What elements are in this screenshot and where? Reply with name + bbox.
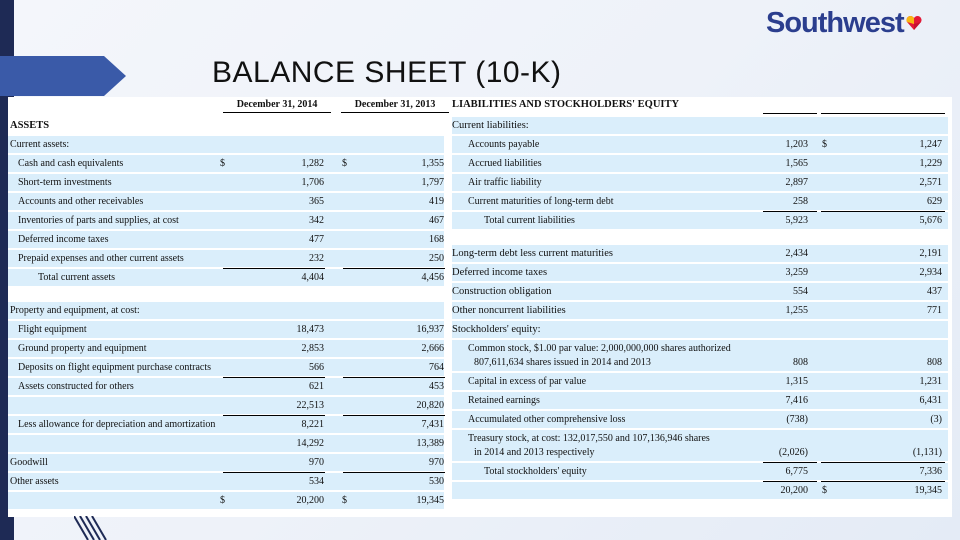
asset-row [8, 174, 444, 191]
asset-label: Flight equipment [18, 324, 87, 335]
subtotal-rule [223, 268, 325, 269]
value-2014: 1,315 [785, 376, 808, 387]
asset-label: Accounts and other receivables [18, 196, 144, 207]
value-2013: 530 [429, 476, 444, 487]
value-2013: 1,797 [421, 177, 444, 188]
asset-row [8, 435, 444, 452]
page-title: BALANCE SHEET (10-K) [212, 56, 562, 89]
liability-label: Current maturities of long-term debt [468, 196, 614, 207]
decorative-hatch [74, 516, 114, 540]
southwest-logo [766, 6, 922, 40]
liability-row [452, 231, 948, 243]
asset-label: Cash and cash equivalents [18, 158, 124, 169]
value-2014: (738) [786, 414, 808, 425]
value-2013: 19,345 [416, 495, 444, 506]
value-2013: 2,934 [919, 267, 942, 278]
liability-row [452, 411, 948, 428]
value-2014: 6,775 [785, 466, 808, 477]
liability-row [452, 373, 948, 390]
value-2014: 232 [309, 253, 324, 264]
value-2014: 2,853 [301, 343, 324, 354]
value-2013: (3) [930, 414, 942, 425]
value-2014: 342 [309, 215, 324, 226]
value-2013: 808 [927, 357, 942, 368]
liability-row [452, 212, 948, 229]
value-2013: 1,247 [919, 139, 942, 150]
liability-label: Stockholders' equity: [452, 324, 541, 335]
asset-label: Property and equipment, at cost: [10, 305, 140, 316]
asset-label: Less allowance for depreciation and amortization [18, 419, 216, 430]
liability-row [452, 430, 948, 461]
liability-row [452, 155, 948, 172]
currency-symbol: $ [220, 495, 225, 506]
liability-row [452, 463, 948, 480]
liability-label-line2: in 2014 and 2013 respectively [474, 447, 595, 458]
subtotal-rule [223, 415, 325, 416]
value-2014: 566 [309, 362, 324, 373]
asset-row [8, 136, 444, 153]
value-2014: 1,282 [301, 158, 324, 169]
asset-row [8, 454, 444, 471]
value-2013: 419 [429, 196, 444, 207]
value-2013: 764 [429, 362, 444, 373]
value-2013: 4,456 [421, 272, 444, 283]
value-2013: 7,336 [919, 466, 942, 477]
liability-label: Deferred income taxes [452, 267, 548, 278]
asset-row [8, 416, 444, 433]
value-2014: 22,513 [296, 400, 324, 411]
value-2013: 6,431 [919, 395, 942, 406]
value-2014: 20,200 [296, 495, 324, 506]
subtotal-rule [343, 268, 445, 269]
value-2014: 1,255 [785, 305, 808, 316]
liability-label: Long-term debt less current maturities [452, 248, 613, 259]
currency-symbol: $ [342, 158, 347, 169]
subtotal-rule [821, 462, 945, 463]
liability-label: Air traffic liability [468, 177, 542, 188]
asset-label: Short-term investments [18, 177, 112, 188]
currency-symbol: $ [342, 495, 347, 506]
value-2013: 5,676 [919, 215, 942, 226]
currency-symbol: $ [822, 139, 827, 150]
asset-row [8, 397, 444, 414]
column-header-2014: December 31, 2014 [223, 99, 331, 113]
asset-row [8, 302, 444, 319]
asset-row [8, 321, 444, 338]
asset-label: Total current assets [38, 272, 116, 283]
asset-row [8, 231, 444, 248]
liability-row [452, 482, 948, 499]
value-2013: 16,937 [416, 324, 444, 335]
value-2014: 2,897 [785, 177, 808, 188]
liability-row [452, 283, 948, 300]
asset-label: Current assets: [10, 139, 70, 150]
asset-row [8, 117, 444, 134]
value-2013: 7,431 [421, 419, 444, 430]
asset-label: Deposits on flight equipment purchase contracts [18, 362, 212, 373]
value-2013: 2,191 [919, 248, 942, 259]
value-2014: 20,200 [780, 485, 808, 496]
asset-row [8, 250, 444, 267]
value-2014: 8,221 [301, 419, 324, 430]
value-2013: 168 [429, 234, 444, 245]
value-2013: 453 [429, 381, 444, 392]
value-2013: 467 [429, 215, 444, 226]
title-arrow-shape [0, 56, 126, 96]
liability-row [452, 136, 948, 153]
subtotal-rule [821, 481, 945, 482]
asset-label: Assets constructed for others [18, 381, 134, 392]
liability-label: Other noncurrent liabilities [452, 305, 566, 316]
subtotal-rule [343, 377, 445, 378]
liability-label: Total stockholders' equity [484, 466, 587, 477]
liability-label-line2: 807,611,634 shares issued in 2014 and 2013 [474, 357, 651, 368]
liability-label: Accrued liabilities [468, 158, 542, 169]
value-2013: 771 [927, 305, 942, 316]
liability-row [452, 321, 948, 338]
value-2014: 534 [309, 476, 324, 487]
subtotal-rule [223, 377, 325, 378]
value-2013: 13,389 [416, 438, 444, 449]
liability-label: Treasury stock, at cost: 132,017,550 and 107,136,946 shares [468, 433, 710, 444]
liability-row [452, 174, 948, 191]
asset-label: ASSETS [10, 120, 50, 131]
subtotal-rule [763, 211, 817, 212]
liability-row [452, 264, 948, 281]
liability-label: Retained earnings [468, 395, 540, 406]
asset-row [8, 288, 444, 300]
asset-row [8, 378, 444, 395]
asset-label: Other assets [10, 476, 59, 487]
liability-label: Capital in excess of par value [468, 376, 587, 387]
value-2014: 7,416 [785, 395, 808, 406]
liability-label: Construction obligation [452, 286, 552, 297]
liability-label: Current liabilities: [452, 120, 529, 131]
liability-label: Total current liabilities [484, 215, 575, 226]
asset-label: Ground property and equipment [18, 343, 147, 354]
logo-text: Southwest [766, 6, 904, 39]
value-2014: 4,404 [301, 272, 324, 283]
asset-row [8, 359, 444, 376]
value-2013: (1,131) [912, 447, 942, 458]
subtotal-rule [223, 472, 325, 473]
value-2014: 621 [309, 381, 324, 392]
asset-row [8, 492, 444, 509]
liability-row [452, 340, 948, 371]
value-2014: 18,473 [296, 324, 324, 335]
liability-row [452, 245, 948, 262]
value-2014: 1,706 [301, 177, 324, 188]
value-2013: 437 [927, 286, 942, 297]
value-2013: 19,345 [914, 485, 942, 496]
value-2014: 14,292 [296, 438, 324, 449]
balance-sheet-table [8, 97, 952, 517]
value-2013: 629 [927, 196, 942, 207]
value-2014: 1,565 [785, 158, 808, 169]
liability-row [452, 392, 948, 409]
asset-row [8, 193, 444, 210]
asset-label: Goodwill [10, 457, 48, 468]
value-2013: 1,229 [919, 158, 942, 169]
liability-label: Accounts payable [468, 139, 540, 150]
value-2014: 970 [309, 457, 324, 468]
liability-label: Accumulated other comprehensive loss [468, 414, 626, 425]
liabilities-heading: LIABILITIES AND STOCKHOLDERS' EQUITY [452, 99, 680, 110]
value-2014: 3,259 [785, 267, 808, 278]
subtotal-rule [343, 472, 445, 473]
subtotal-rule [763, 481, 817, 482]
liability-label: Common stock, $1.00 par value: 2,000,000,000 shares authorized [468, 343, 731, 354]
asset-label: Inventories of parts and supplies, at cost [18, 215, 179, 226]
value-2014: 5,923 [785, 215, 808, 226]
asset-row [8, 473, 444, 490]
liability-row [452, 193, 948, 210]
currency-symbol: $ [822, 485, 827, 496]
subtotal-rule [763, 462, 817, 463]
value-2013: 20,820 [416, 400, 444, 411]
value-2014: 1,203 [785, 139, 808, 150]
asset-label: Prepaid expenses and other current assets [18, 253, 184, 264]
value-2014: 365 [309, 196, 324, 207]
value-2014: 2,434 [785, 248, 808, 259]
asset-label: Deferred income taxes [18, 234, 109, 245]
value-2014: 554 [793, 286, 808, 297]
value-2013: 2,666 [421, 343, 444, 354]
subtotal-rule [343, 415, 445, 416]
heart-icon [906, 15, 922, 31]
currency-symbol: $ [220, 158, 225, 169]
value-2013: 250 [429, 253, 444, 264]
column-header-2013: December 31, 2013 [341, 99, 449, 113]
subtotal-rule [821, 211, 945, 212]
value-2013: 1,355 [421, 158, 444, 169]
value-2014: 808 [793, 357, 808, 368]
value-2014: 258 [793, 196, 808, 207]
value-2013: 1,231 [919, 376, 942, 387]
value-2014: 477 [309, 234, 324, 245]
asset-row [8, 212, 444, 229]
liability-row [452, 117, 948, 134]
asset-row [8, 155, 444, 172]
value-2013: 2,571 [919, 177, 942, 188]
value-2013: 970 [429, 457, 444, 468]
liability-row [452, 302, 948, 319]
value-2014: (2,026) [778, 447, 808, 458]
asset-row [8, 269, 444, 286]
asset-row [8, 340, 444, 357]
